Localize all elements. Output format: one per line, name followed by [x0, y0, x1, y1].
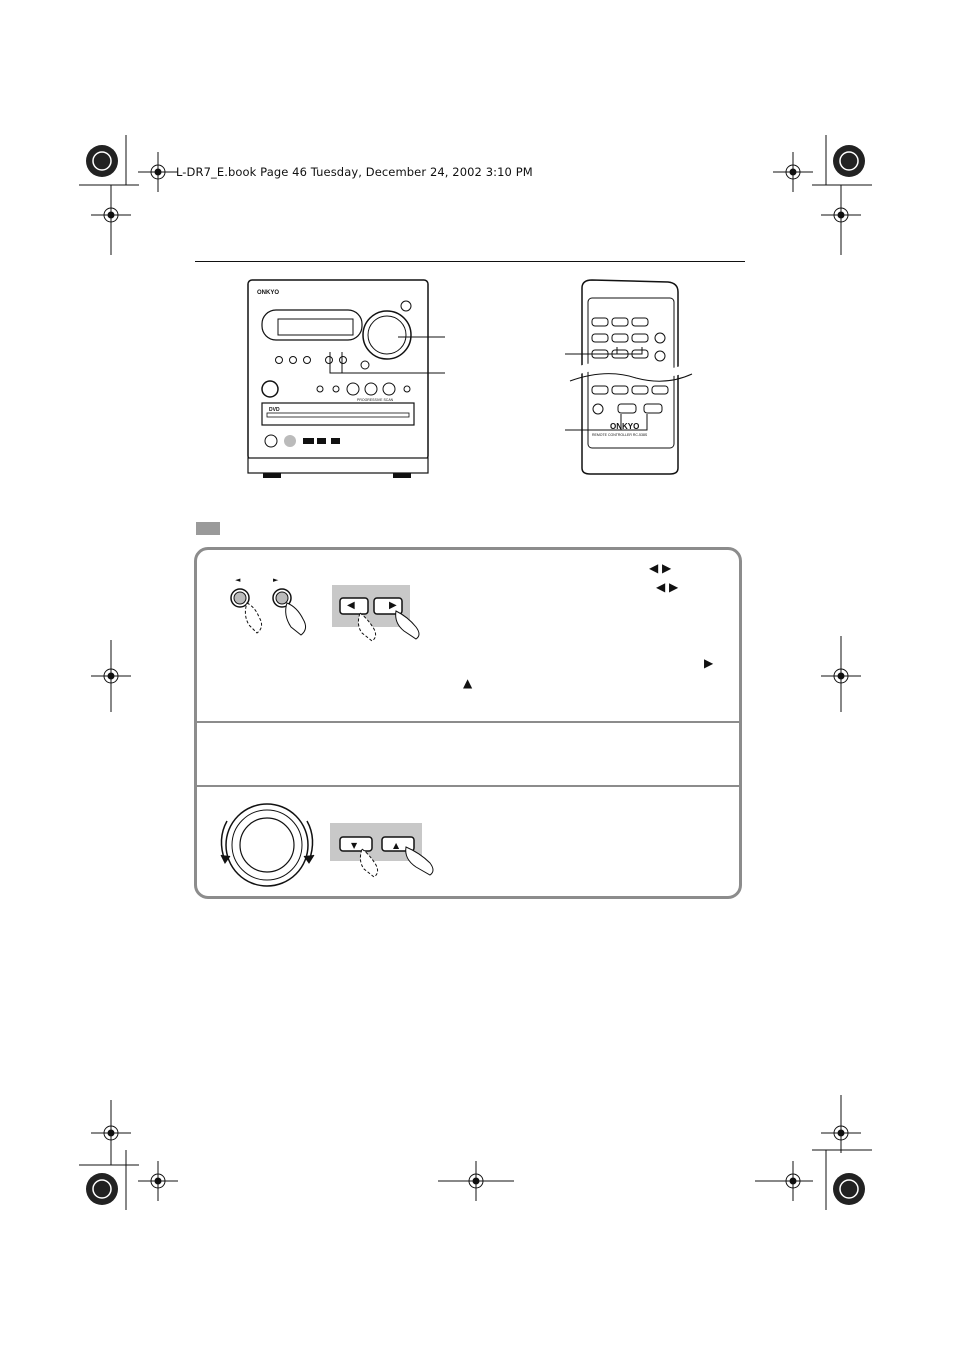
arrow-pair-icon-2: ◀ ▶ [656, 580, 679, 594]
unit-brand: ONKYO [257, 290, 280, 296]
left-button-arrow-icon: ◀ [347, 600, 355, 611]
unit-disc-label: DVD [269, 407, 280, 413]
remote-arrow-buttons-illustration [332, 585, 442, 645]
remote-model-label: REMOTE CONTROLLER RC-538S [592, 433, 648, 437]
section-marker [196, 522, 220, 535]
jog-dial-illustration [215, 803, 325, 893]
small-right-arrow-icon: ► [273, 576, 279, 584]
unit-small-label: PROGRESSIVE SCAN [357, 398, 394, 402]
unit-callout-lines [330, 332, 450, 392]
remote-callout-lines [565, 342, 665, 432]
header-rule [195, 261, 745, 262]
unit-buttons-hand-illustration [225, 585, 315, 645]
remote-updown-buttons-illustration [330, 823, 450, 883]
page-header: L-DR7_E.book Page 46 Tuesday, December 24, 2002 3:10 PM [176, 165, 533, 179]
panel-divider-1 [197, 721, 742, 723]
up-button-arrow-icon: ▲ [393, 841, 400, 850]
right-button-arrow-icon: ▶ [389, 600, 397, 611]
arrow-pair-icon-1: ◀ ▶ [649, 561, 672, 575]
eject-icon: ▲ [463, 676, 473, 690]
panel-divider-2 [197, 785, 742, 787]
small-left-arrow-icon: ◄ [235, 576, 241, 584]
play-icon: ▶ [704, 656, 714, 670]
remote-brand: ONKYO [610, 422, 640, 431]
down-button-arrow-icon: ▼ [351, 841, 358, 850]
